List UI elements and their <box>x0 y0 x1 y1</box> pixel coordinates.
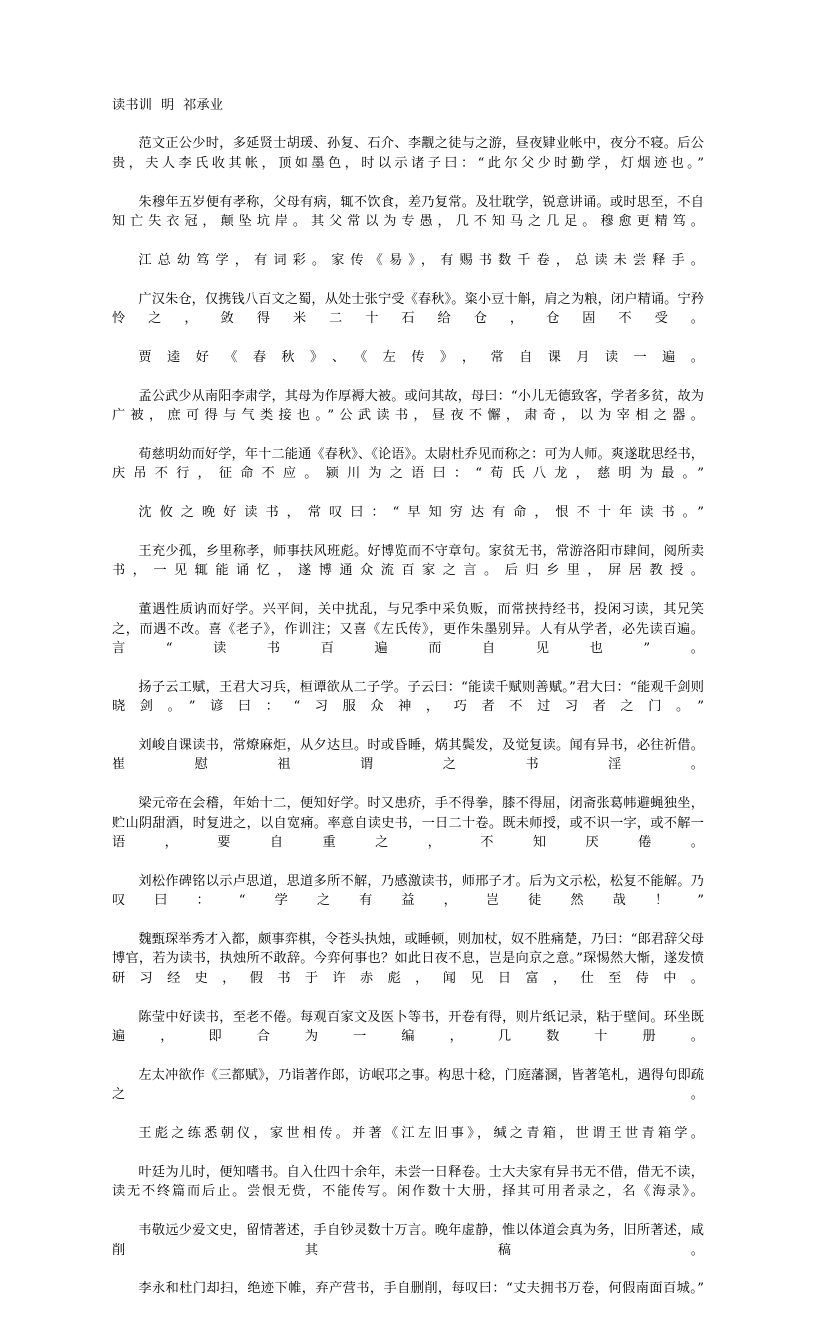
paragraph: 陈莹中好读书，至老不倦。每观百家文及医卜等书，开卷有得，则片纸记录，粘于壁间。环坐既遍，即合为一编，几数十册。 <box>112 1009 704 1045</box>
paragraph: 梁元帝在会稽，年始十二，便知好学。时又患疥，手不得拳，膝不得屈，闭斋张葛帏避蝇独坐，贮山阴甜酒，时复进之，以自宽痛。率意自读史书，一日二十卷。既未师授，或不识一字，或不解一语，要自重之，不知厌倦。 <box>112 796 704 851</box>
paragraph: 江总幼笃学，有词彩。家传《易》，有赐书数千卷，总读未尝释手。 <box>138 252 704 268</box>
paragraph: 刘松作碑铭以示卢思道，思道多所不解，乃感激读书，师邢子才。后为文示松，松复不能解。乃叹曰：“学之有益，岂徒然哉！” <box>112 873 704 909</box>
paragraph: 董遇性质讷而好学。兴平间，关中扰乱，与兄季中采负贩，而常挟持经书，投闲习读，其兄笑之，而遇不改。喜《老子》，作训注；又喜《左氏传》，更作朱墨别异。人有从学者，必先读百遍。言“读书百遍而自见也”。 <box>112 602 704 656</box>
paragraph: 刘峻自课读书，常燎麻炬，从夕达旦。时或昏睡，焫其鬓发，及觉复读。闻有异书，必往祈借。崔慰祖谓之书淫。 <box>112 738 704 773</box>
paragraph: 魏甄琛举秀才入都，颇事弈棋，令苍头执烛，或睡顿，则加杖，奴不胜痛楚，乃曰：“郎君辞父母博官，若为读书，执烛所不敢辞。今弈何事也？如此日夜不息，岂是向京之意。”琛惕然大惭，遂发愤研习经史，假书于许赤彪，闻见日富，仕至侍中。 <box>112 932 704 986</box>
paragraph: 孟公武少从南阳李肃学，其母为作厚褥大被。或问其故，母曰：“小儿无德致客，学者多贫，故为广被，庶可得与气类接也。”公武读书，昼夜不懈，肃奇，以为宰相之器。 <box>112 388 704 424</box>
paragraph: 沈攸之晚好读书，常叹曰：“早知穷达有命，恨不十年读书。” <box>138 505 704 521</box>
paragraph: 广汉朱仓，仅携钱八百文之蜀，从处士张宁受《春秋》。粢小豆十斛，肩之为粮，闭户精诵。宁矜怜之，敛得米二十石给仓，仓固不受。 <box>112 291 704 327</box>
paragraph: 扬子云工赋，王君大习兵，桓谭欲从二子学。子云曰：“能读千赋则善赋。”君大曰：“能观千剑则晓剑。”谚曰：“习服众神，巧者不过习者之门。” <box>112 679 704 715</box>
paragraph: 范文正公少时，多延贤士胡瑗、孙复、石介、李觏之徒与之游，昼夜肄业帐中，夜分不寝。后公贵，夫人李氏收其帐，顶如墨色，时以示诸子曰：“此尔父少时勤学，灯烟迹也。” <box>112 136 704 171</box>
paragraph: 贾逵好《春秋》、《左传》，常自课月读一遍。 <box>138 349 704 365</box>
document-title: 读书训 明 祁承业 <box>112 98 224 113</box>
document-body <box>112 96 704 1318</box>
paragraph: 王彪之练悉朝仪，家世相传。并著《江左旧事》，缄之青箱，世谓王世青箱学。 <box>138 1126 704 1142</box>
paragraph: 荀慈明幼而好学，年十二能通《春秋》、《论语》。太尉杜乔见而称之：可为人师。爽遂耽思经书，庆吊不行，征命不应。颍川为之语曰：“荀氏八龙，慈明为最。” <box>112 446 704 482</box>
paragraph: 韦敬远少爱文史，留情著述，手自钞灵数十万言。晚年虚静，惟以体道会真为务，旧所著述，咸削其稿。 <box>112 1223 704 1258</box>
paragraph: 叶廷为儿时，便知嗜书。自入仕四十余年，未尝一日释卷。士大夫家有异书无不借，借无不读，读无不终篇而后止。尝恨无赀，不能传写。闲作数十大册，择其可用者录之，名《海录》。 <box>112 1164 704 1200</box>
paragraph: 左太冲欲作《三都赋》，乃诣著作郎，访岷邛之事。构思十稔，门庭藩溷，皆著笔札，遇得句即疏之。 <box>112 1067 704 1103</box>
paragraph: 王充少孤，乡里称孝，师事扶风班彪。好博览而不守章句。家贫无书，常游洛阳市肆间，阅所卖书，一见辄能诵忆，遂博通众流百家之言。后归乡里，屏居教授。 <box>112 543 704 579</box>
paragraph: 李永和杜门却扫，绝迹下帷，弃产营书，手自删削，每叹曰：“丈夫拥书万卷，何假南面百城。” <box>138 1281 704 1297</box>
paragraph: 朱穆年五岁便有孝称，父母有病，辄不饮食，差乃复常。及壮耽学，锐意讲诵。或时思至，不自知亡失衣冠，颠坠坑岸。其父常以为专愚，几不知马之几足。穆愈更精笃。 <box>112 194 704 230</box>
